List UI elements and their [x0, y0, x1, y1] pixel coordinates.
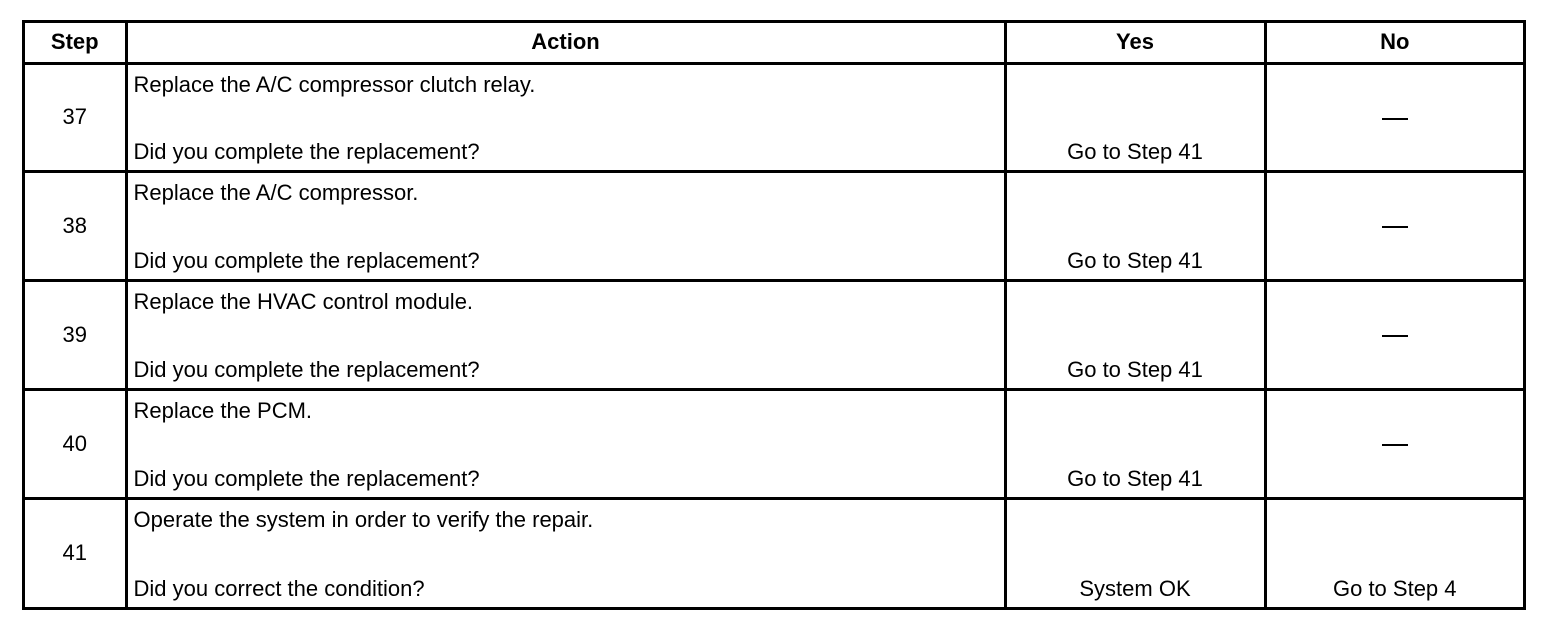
em-dash-icon: [1382, 118, 1408, 120]
action-instruction: Replace the A/C compressor clutch relay.: [133, 71, 536, 97]
no-cell: [1265, 172, 1523, 281]
yes-result: System OK: [1079, 576, 1191, 601]
yes-result: Go to Step 41: [1067, 248, 1203, 274]
step-number: 37: [25, 63, 126, 172]
action-instruction: Replace the PCM.: [133, 397, 313, 423]
yes-cell: [1005, 172, 1265, 281]
yes-cell: [1005, 281, 1265, 390]
step-number: 41: [25, 498, 126, 607]
header-no: No: [1265, 23, 1523, 63]
em-dash-icon: [1382, 444, 1408, 446]
yes-result: Go to Step 41: [1067, 356, 1203, 382]
action-cell: [126, 281, 1005, 390]
diagnostic-table-container: [22, 20, 1526, 610]
header-step: Step: [25, 23, 126, 63]
action-instruction: Replace the HVAC control module.: [133, 289, 474, 315]
no-cell: [1265, 389, 1523, 498]
action-cell: [126, 172, 1005, 281]
table-header-row: [25, 23, 1523, 63]
no-cell: [1265, 281, 1523, 390]
yes-cell: [1005, 389, 1265, 498]
yes-cell: [1005, 498, 1265, 607]
table-row: [25, 389, 1523, 498]
table-row: [25, 281, 1523, 390]
step-number: 40: [25, 389, 126, 498]
table-row: [25, 63, 1523, 172]
yes-result: Go to Step 41: [1067, 139, 1203, 165]
action-cell: [126, 389, 1005, 498]
em-dash-icon: [1382, 335, 1408, 337]
header-action: Action: [126, 23, 1005, 63]
header-yes: Yes: [1005, 23, 1265, 63]
table-row: [25, 172, 1523, 281]
action-cell: [126, 63, 1005, 172]
step-number: 38: [25, 172, 126, 281]
em-dash-icon: [1382, 226, 1408, 228]
action-question: Did you correct the condition?: [133, 576, 425, 601]
no-cell: [1265, 63, 1523, 172]
yes-cell: [1005, 63, 1265, 172]
action-question: Did you complete the replacement?: [133, 248, 480, 274]
diagnostic-table: [25, 23, 1523, 607]
yes-result: Go to Step 41: [1067, 465, 1203, 491]
no-result: Go to Step 4: [1332, 576, 1457, 601]
action-question: Did you complete the replacement?: [133, 465, 480, 491]
action-instruction: Operate the system in order to verify the repair.: [133, 506, 594, 532]
no-cell: [1265, 498, 1523, 607]
action-question: Did you complete the replacement?: [133, 356, 480, 382]
action-question: Did you complete the replacement?: [133, 139, 480, 165]
action-cell: [126, 498, 1005, 607]
table-row: [25, 498, 1523, 607]
step-number: 39: [25, 281, 126, 390]
action-instruction: Replace the A/C compressor.: [133, 180, 419, 206]
